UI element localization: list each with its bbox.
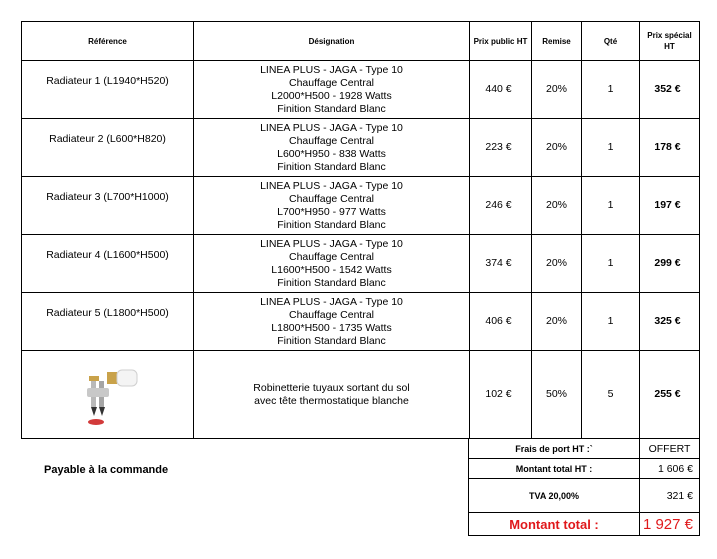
designation-line: L2000*H500 - 1928 Watts <box>271 89 392 102</box>
shipping-label: Frais de port HT :` <box>469 439 640 459</box>
row-prix-public: 246 € <box>470 177 532 235</box>
totals-row-ht <box>469 459 700 479</box>
header-designation: Désignation <box>194 22 470 61</box>
row-prix-special: 255 € <box>640 351 700 439</box>
designation-line: Finition Standard Blanc <box>277 276 386 289</box>
row-reference: Radiateur 2 (L600*H820) <box>22 119 194 177</box>
totals-row-shipping <box>469 439 700 459</box>
row-qte: 1 <box>582 61 640 119</box>
row-reference: Radiateur 4 (L1600*H500) <box>22 235 194 293</box>
designation-line: Chauffage Central <box>288 192 375 205</box>
table-row <box>22 119 700 177</box>
row-designation <box>194 293 470 351</box>
totals-row-grand <box>469 513 700 536</box>
table-row <box>22 61 700 119</box>
tva-label: TVA 20,00% <box>469 479 640 513</box>
row-qte: 1 <box>582 177 640 235</box>
designation-line: Chauffage Central <box>288 134 375 147</box>
header-prix-special-line2: HT <box>664 42 675 51</box>
row-qte: 5 <box>582 351 640 439</box>
row-designation <box>194 177 470 235</box>
grand-total-label: Montant total : <box>469 513 640 536</box>
table-row <box>22 351 700 439</box>
header-qte: Qté <box>582 22 640 61</box>
row-reference: Radiateur 1 (L1940*H520) <box>22 61 194 119</box>
designation-line: LINEA PLUS - JAGA - Type 10 <box>260 295 403 308</box>
row-prix-special: 178 € <box>640 119 700 177</box>
designation-line: Finition Standard Blanc <box>277 334 386 347</box>
totals-table <box>468 438 700 536</box>
total-ht-value: 1 606 € <box>640 459 700 479</box>
designation-line: Chauffage Central <box>288 308 375 321</box>
row-designation <box>194 235 470 293</box>
designation-line: L1800*H500 - 1735 Watts <box>271 321 392 334</box>
row-qte: 1 <box>582 293 640 351</box>
table-row <box>22 177 700 235</box>
designation-line: Chauffage Central <box>288 76 375 89</box>
row-prix-special: 352 € <box>640 61 700 119</box>
valve-image <box>73 364 143 426</box>
designation-line: Robinetterie tuyaux sortant du sol <box>253 381 410 394</box>
row-prix-special: 299 € <box>640 235 700 293</box>
designation-line: Chauffage Central <box>288 250 375 263</box>
row-qte: 1 <box>582 119 640 177</box>
table-header-row <box>22 22 700 61</box>
thermostatic-valve-icon <box>73 364 143 426</box>
row-remise: 20% <box>532 293 582 351</box>
row-prix-public: 406 € <box>470 293 532 351</box>
row-prix-special: 325 € <box>640 293 700 351</box>
quote-table <box>21 21 700 439</box>
row-designation <box>194 119 470 177</box>
designation-line: Finition Standard Blanc <box>277 102 386 115</box>
designation-line: avec tête thermostatique blanche <box>254 394 409 407</box>
row-designation <box>194 351 470 439</box>
designation-line: Finition Standard Blanc <box>277 218 386 231</box>
designation-line: LINEA PLUS - JAGA - Type 10 <box>260 121 403 134</box>
header-reference: Référence <box>22 22 194 61</box>
table-row <box>22 235 700 293</box>
table-row <box>22 293 700 351</box>
row-prix-public: 102 € <box>470 351 532 439</box>
designation-line: LINEA PLUS - JAGA - Type 10 <box>260 63 403 76</box>
designation-line: L700*H950 - 977 Watts <box>277 205 386 218</box>
row-qte: 1 <box>582 235 640 293</box>
row-remise: 20% <box>532 61 582 119</box>
row-remise: 20% <box>532 235 582 293</box>
total-ht-label: Montant total HT : <box>469 459 640 479</box>
row-designation <box>194 61 470 119</box>
row-reference: Radiateur 3 (L700*H1000) <box>22 177 194 235</box>
header-remise: Remise <box>532 22 582 61</box>
row-prix-public: 223 € <box>470 119 532 177</box>
row-prix-public: 374 € <box>470 235 532 293</box>
header-prix-special <box>640 22 700 61</box>
row-remise: 20% <box>532 177 582 235</box>
designation-line: LINEA PLUS - JAGA - Type 10 <box>260 237 403 250</box>
header-prix-special-line1: Prix spécial <box>647 31 692 40</box>
row-image-cell <box>22 351 194 439</box>
designation-line: Finition Standard Blanc <box>277 160 386 173</box>
designation-line: L600*H950 - 838 Watts <box>277 147 386 160</box>
totals-row-tva <box>469 479 700 513</box>
designation-line: LINEA PLUS - JAGA - Type 10 <box>260 179 403 192</box>
tva-value: 321 € <box>640 479 700 513</box>
row-prix-special: 197 € <box>640 177 700 235</box>
header-prix-public: Prix public HT <box>470 22 532 61</box>
shipping-value: OFFERT <box>640 439 700 459</box>
payment-terms: Payable à la commande <box>44 464 169 476</box>
row-reference: Radiateur 5 (L1800*H500) <box>22 293 194 351</box>
grand-total-value: 1 927 € <box>640 513 700 536</box>
row-remise: 20% <box>532 119 582 177</box>
row-prix-public: 440 € <box>470 61 532 119</box>
row-remise: 50% <box>532 351 582 439</box>
designation-line: L1600*H500 - 1542 Watts <box>271 263 392 276</box>
